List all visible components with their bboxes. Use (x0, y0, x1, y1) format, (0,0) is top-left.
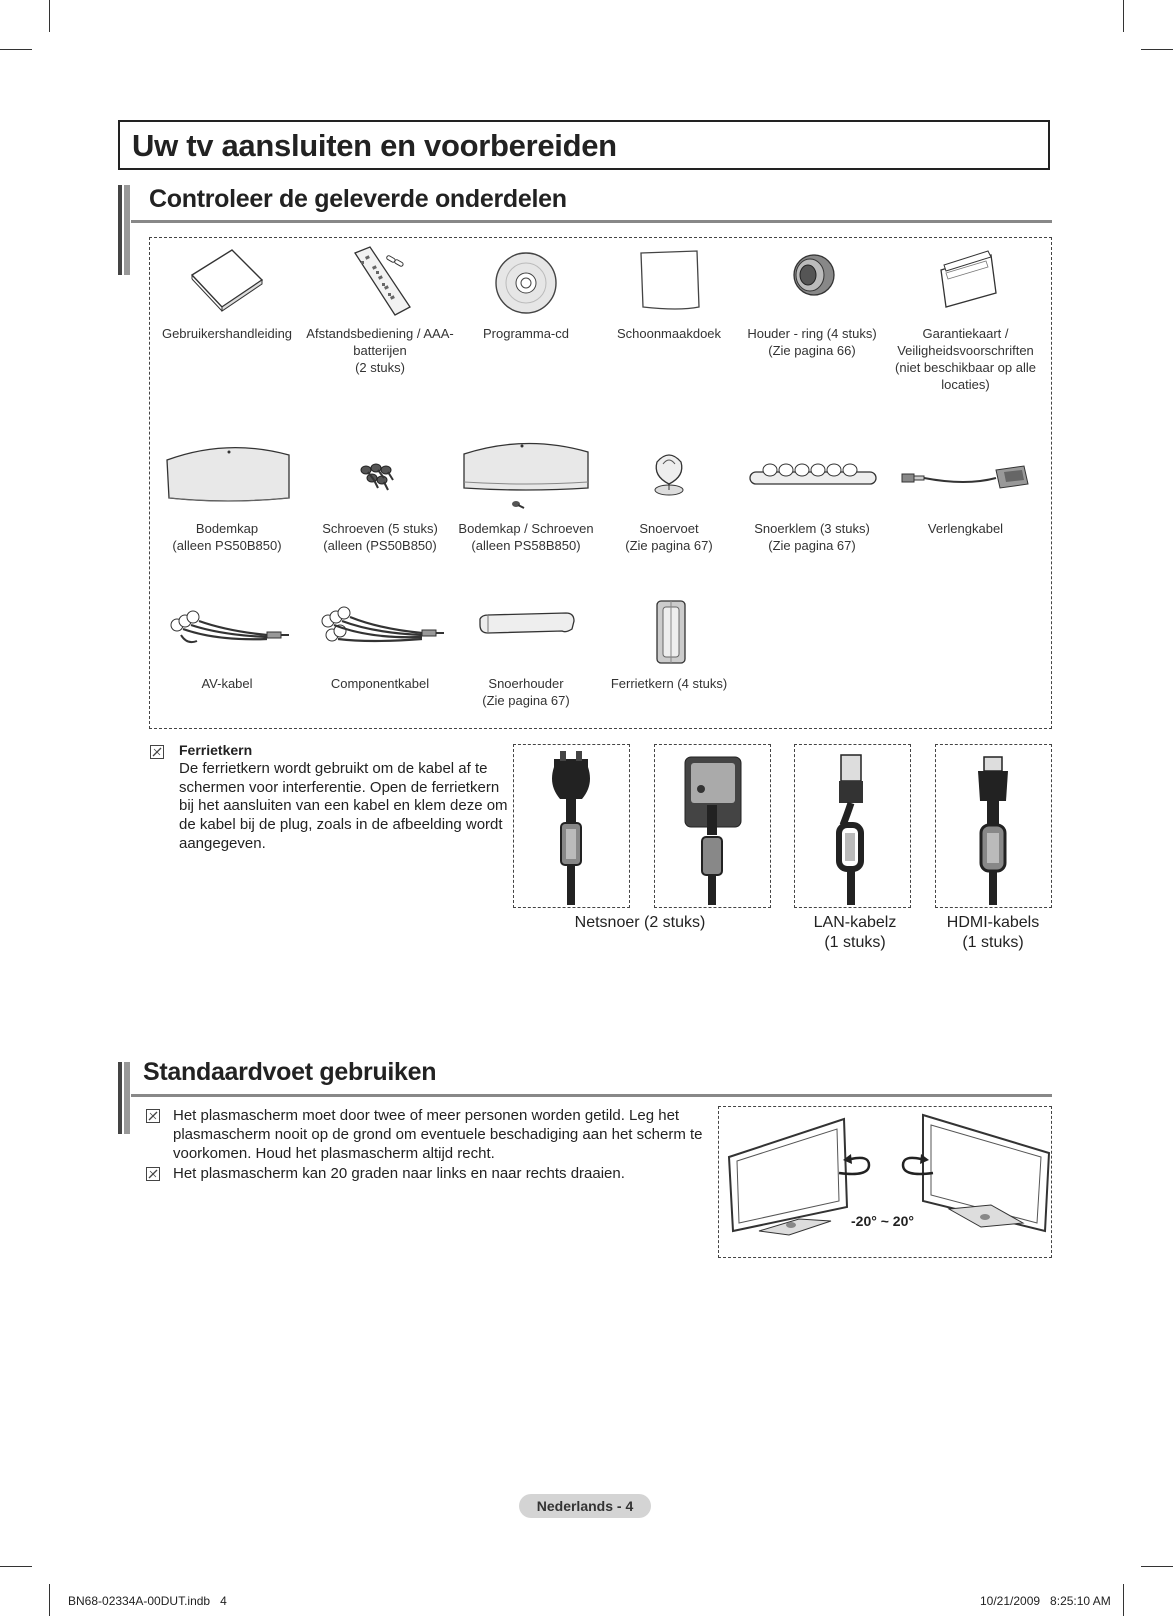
cover-icon (157, 440, 297, 520)
part-item (594, 245, 744, 342)
part-label: Schroeven (5 stuks) (322, 521, 438, 536)
note-icon (150, 745, 164, 759)
lan-plug-icon (795, 745, 909, 905)
page-title: Uw tv aansluiten en voorbereiden (118, 120, 1050, 170)
screws-icon (330, 440, 430, 520)
section-title-stand: Standaardvoet gebruiken (143, 1058, 437, 1086)
note-icon (146, 1167, 160, 1181)
part-sublabel: (niet beschikbaar op alle locaties) (895, 360, 1036, 392)
cover-screws-icon (456, 440, 596, 520)
cord-stand-icon (619, 440, 719, 520)
section-title-parts: Controleer de geleverde onderdelen (149, 185, 567, 213)
part-item (594, 440, 744, 554)
cable-caption-lan-sub: (1 stuks) (824, 934, 886, 951)
av-cable-icon (157, 595, 297, 675)
crop-mark (0, 1566, 32, 1567)
cable-caption-lan (790, 913, 920, 953)
page-number: Nederlands - 4 (519, 1494, 651, 1518)
cable-box-power-2 (654, 744, 771, 908)
power-adapter-icon (655, 745, 769, 905)
angle-label: -20° ~ 20° (851, 1213, 914, 1229)
ferrite-core-icon (619, 595, 719, 675)
part-item (305, 245, 455, 376)
part-label: Snoerklem (3 stuks) (754, 521, 870, 536)
part-item (737, 245, 887, 359)
stand-note-1: Het plasmascherm moet door twee of meer personen worden getild. Leg het plasmascherm nooit op de grond om eventuele beschadiging aan het scherm te voorkomen. Houd het plasmascherm altijd recht. (173, 1107, 703, 1162)
part-sublabel: (2 stuks) (355, 360, 405, 375)
part-sublabel: (alleen PS50B850) (172, 538, 282, 553)
part-sublabel: (alleen (PS50B850) (323, 538, 437, 553)
part-label: Gebruikershandleiding (161, 326, 293, 341)
extension-cable-icon (896, 440, 1036, 520)
part-label: Verlengkabel (927, 521, 1004, 536)
cable-clamp-icon (742, 440, 882, 520)
tv-rotation-icon (719, 1107, 1051, 1257)
remote-icon (330, 245, 430, 325)
part-item (305, 440, 455, 554)
cable-box-hdmi (935, 744, 1052, 908)
part-label: Ferrietkern (4 stuks) (610, 676, 728, 691)
crop-mark (1123, 0, 1124, 32)
crop-mark (49, 1584, 50, 1616)
ring-icon (762, 245, 862, 325)
section-bar (118, 1062, 130, 1134)
crop-mark (0, 49, 32, 50)
cd-icon (476, 245, 576, 325)
cable-box-lan (794, 744, 911, 908)
cloth-icon (619, 245, 719, 325)
part-label: Houder - ring (4 stuks) (747, 326, 877, 341)
manual-icon (177, 245, 277, 325)
part-label: Bodemkap / Schroeven (458, 521, 594, 536)
part-item (737, 440, 887, 554)
part-item (152, 245, 302, 342)
part-label: Snoervoet (639, 521, 699, 536)
part-item (883, 440, 1048, 537)
note-icon (146, 1109, 160, 1123)
hdmi-plug-icon (936, 745, 1050, 905)
section-rule (131, 1094, 1052, 1097)
part-label: Garantiekaart / Veiligheidsvoorschriften (897, 326, 1034, 358)
section-bar (118, 185, 130, 275)
part-label: Afstandsbediening / AAA-batterijen (306, 326, 454, 358)
card-icon (916, 245, 1016, 325)
part-label: Programma-cd (483, 326, 569, 341)
part-sublabel: (Zie pagina 66) (768, 343, 856, 358)
crop-mark (1123, 1584, 1124, 1616)
ferrite-note-title: Ferrietkern (179, 742, 253, 758)
cable-caption-power: Netsnoer (2 stuks) (574, 914, 706, 931)
cable-caption-hdmi-label: HDMI-kabels (946, 914, 1040, 931)
cable-caption-hdmi-sub: (1 stuks) (962, 934, 1024, 951)
rotation-box (718, 1106, 1052, 1258)
slug-date: 10/21/2009 8:25:10 AM (980, 1594, 1111, 1608)
part-item (451, 440, 601, 554)
cable-caption-lan-label: LAN-kabelz (813, 914, 897, 931)
part-item (451, 245, 601, 342)
part-item (883, 245, 1048, 393)
crop-mark (49, 0, 50, 32)
part-item (305, 595, 455, 692)
slug-file: BN68-02334A-00DUT.indb 4 (68, 1594, 227, 1608)
part-label: Schoonmaakdoek (616, 326, 722, 341)
crop-mark (1141, 1566, 1173, 1567)
part-label: Bodemkap (195, 521, 259, 536)
cable-box-power-1 (513, 744, 630, 908)
part-sublabel: (Zie pagina 67) (768, 538, 856, 553)
part-item (152, 440, 302, 554)
component-cable-icon (310, 595, 450, 675)
cable-caption-hdmi (928, 913, 1058, 953)
part-item (594, 595, 744, 692)
part-sublabel: (Zie pagina 67) (625, 538, 713, 553)
part-label: AV-kabel (201, 676, 253, 691)
part-label: Componentkabel (330, 676, 430, 691)
part-label: Snoerhouder (488, 676, 564, 691)
section-rule (131, 220, 1052, 223)
crop-mark (1141, 49, 1173, 50)
part-sublabel: (alleen PS58B850) (471, 538, 581, 553)
cord-holder-icon (466, 595, 586, 675)
stand-note-2: Het plasmascherm kan 20 graden naar links en naar rechts draaien. (173, 1165, 625, 1182)
part-sublabel: (Zie pagina 67) (482, 693, 570, 708)
ferrite-note-text: De ferrietkern wordt gebruikt om de kabel af te schermen voor interferentie. Open de ferrietkern bij het aansluiten van een kabel en klem deze om de kabel bij de plug, zoals in de afbeelding wordt aangegeven. (179, 760, 508, 852)
part-item (152, 595, 302, 692)
power-plug-icon (514, 745, 628, 905)
part-item (451, 595, 601, 709)
